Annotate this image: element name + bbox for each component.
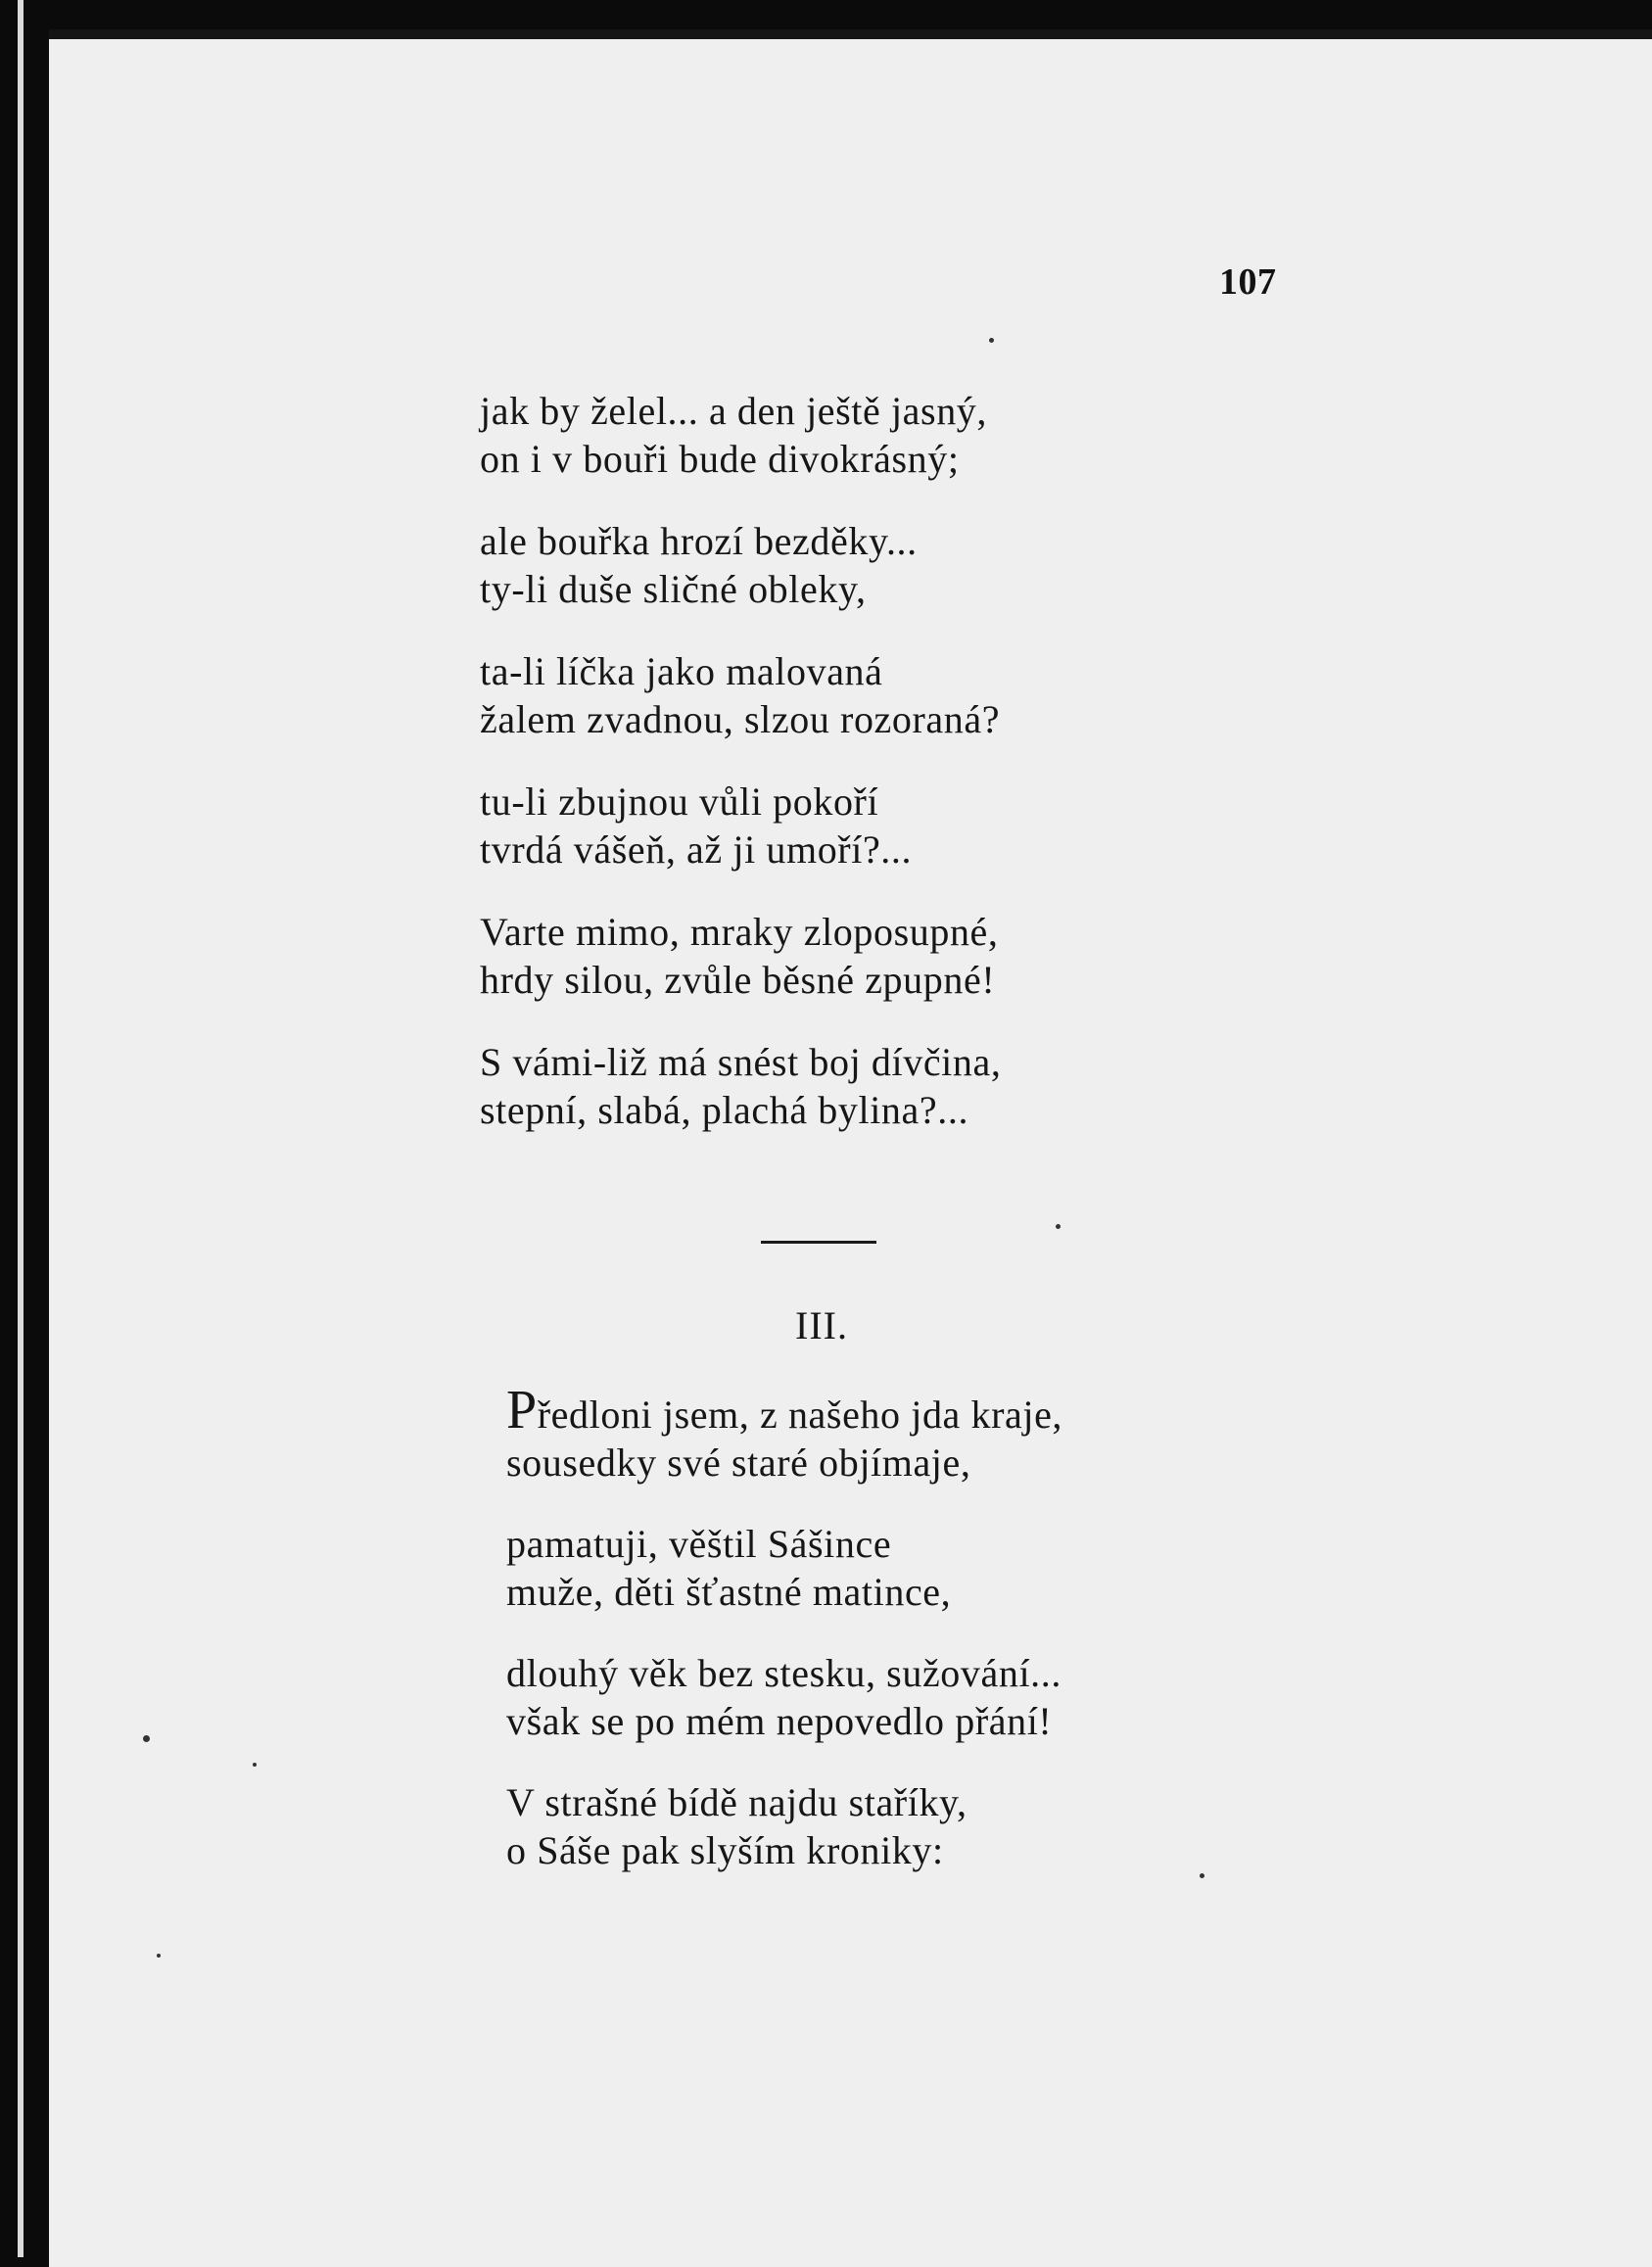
poem-section-three xyxy=(506,1380,1063,1874)
initial-letter: P xyxy=(506,1380,538,1440)
stanza xyxy=(480,778,1001,874)
verse-line: ta-li líčka jako malovaná xyxy=(480,649,883,693)
verse-line xyxy=(506,1380,1063,1440)
verse-line: ty-li duše sličné obleky, xyxy=(480,567,867,611)
verse-line: dlouhý věk bez stesku, sužování... xyxy=(506,1651,1062,1695)
page-edge-shadow xyxy=(18,0,24,2257)
verse-line: žalem zvadnou, slzou rozoraná? xyxy=(480,697,1001,741)
verse-line: o Sáše pak slyším kroniky: xyxy=(506,1828,944,1872)
section-divider xyxy=(761,1241,876,1244)
verse-line: S vámi-liž má snést boj dívčina, xyxy=(480,1040,1002,1084)
stanza xyxy=(480,517,1001,613)
scan-speck xyxy=(157,1954,161,1958)
verse-line: pamatuji, věštil Sášince xyxy=(506,1522,892,1566)
scan-speck xyxy=(143,1735,150,1742)
stanza xyxy=(506,1778,1062,1874)
stanza xyxy=(506,1649,1062,1745)
stanza xyxy=(480,1038,1001,1134)
verse-line: stepní, slabá, plachá bylina?... xyxy=(480,1088,969,1132)
stanza xyxy=(480,387,1001,483)
verse-line: sousedky své staré objímaje, xyxy=(506,1440,971,1485)
stanza xyxy=(506,1520,1062,1616)
section-heading: III. xyxy=(795,1303,848,1347)
stanza xyxy=(506,1380,1063,1487)
stanza xyxy=(480,647,1001,743)
verse-line: muže, děti šťastné matince, xyxy=(506,1570,952,1614)
scan-speck xyxy=(1200,1873,1204,1878)
verse-line: tu-li zbujnou vůli pokoří xyxy=(480,779,879,824)
verse-line: ale bouřka hrozí bezděky... xyxy=(480,519,918,563)
verse-line: on i v bouři bude divokrásný; xyxy=(480,437,960,481)
scan-speck xyxy=(1056,1224,1061,1229)
verse-line: V strašné bídě najdu staříky, xyxy=(506,1780,968,1824)
verse-line: jak by želel... a den ještě jasný, xyxy=(480,389,987,433)
book-page xyxy=(49,29,1652,2267)
scan-left-edge xyxy=(0,0,49,2257)
verse-line: hrdy silou, zvůle běsné zpupné! xyxy=(480,958,996,1002)
verse-line-text: ředloni jsem, z našeho jda kraje, xyxy=(537,1393,1063,1437)
scan-speck xyxy=(989,338,994,343)
poem-continuation xyxy=(480,387,1001,1134)
verse-line: tvrdá vášeň, až ji umoří?... xyxy=(480,827,913,872)
scan-speck xyxy=(253,1763,257,1767)
verse-line: však se po mém nepovedlo přání! xyxy=(506,1699,1053,1743)
page-number: 107 xyxy=(1219,261,1277,303)
verse-line: Varte mimo, mraky zloposupné, xyxy=(480,910,999,954)
stanza xyxy=(480,908,1001,1004)
